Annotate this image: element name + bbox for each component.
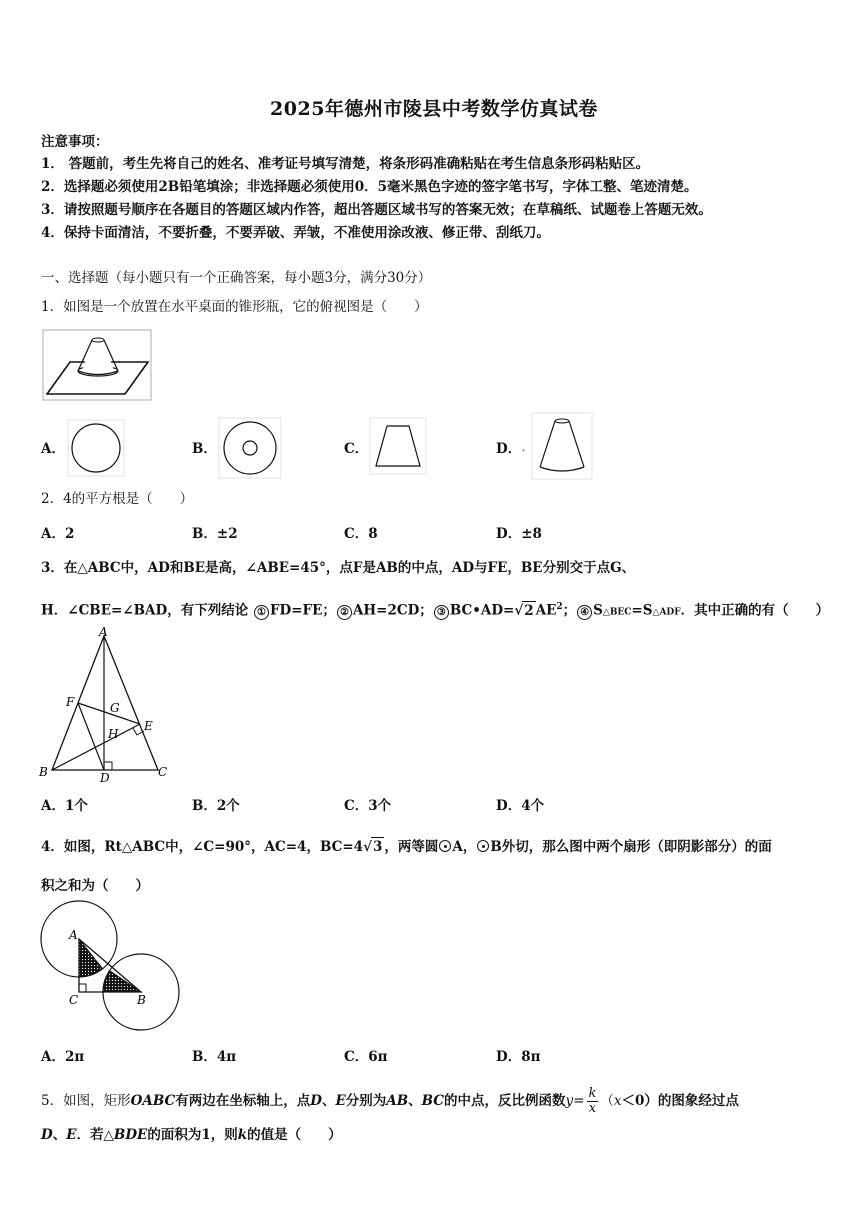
q5-cond-a: （ bbox=[600, 1093, 614, 1109]
q3-triangle-figure bbox=[36, 624, 176, 784]
q5-sep: 、 bbox=[321, 1093, 336, 1109]
notice-item-3: 3．请按照题号顺序在各题目的答题区域内作答，超出答题区域书写的答案无效；在草稿纸、试题卷上答题无效。 bbox=[41, 202, 712, 218]
notice-heading: 注意事项： bbox=[41, 134, 109, 150]
q5-k: k bbox=[588, 1086, 597, 1101]
q3-label-b: B bbox=[39, 765, 48, 779]
q3-conclusion-3: BC•AD= bbox=[449, 602, 515, 619]
q4-circle-a: A， bbox=[452, 839, 477, 855]
q1-option-b-rings bbox=[219, 418, 281, 478]
q3-conclusion-2: AH=2CD； bbox=[352, 602, 433, 619]
q3-s1: S bbox=[593, 602, 603, 619]
q5-point-d: D bbox=[310, 1093, 322, 1109]
q3-option-b: B．2个 bbox=[192, 798, 240, 814]
q3-conclusion-4-mark: ④ bbox=[577, 605, 592, 620]
q5-ab: AB bbox=[386, 1093, 409, 1109]
q3-conclusion-1-mark: ① bbox=[254, 605, 269, 620]
q5-cond-x: x bbox=[613, 1093, 622, 1109]
q3-line2: H．∠CBE=∠BAD，有下列结论 ① FD=FE； ② AH=2CD； ③ BC•AD=√2 $AE^2$； ④ S△BEC=S△ADF．其中正确的有（ ） bbox=[41, 602, 830, 619]
q1-stem: 1．如图是一个放置在水平桌面的锥形瓶，它的俯视图是（ ） bbox=[41, 299, 428, 315]
q3-ae: AE bbox=[535, 602, 557, 619]
q5-x: x bbox=[588, 1101, 597, 1116]
q3-option-d: D．4个 bbox=[496, 798, 545, 814]
q4-two-circles: ，两等圆 bbox=[384, 839, 439, 855]
q5-line2 bbox=[41, 1126, 342, 1144]
q1-option-d-mark: ˛ bbox=[521, 441, 526, 452]
q3-option-c: C．3个 bbox=[344, 798, 392, 814]
q1-option-d-cone bbox=[532, 413, 592, 479]
q3-sqrt: 2 bbox=[524, 602, 534, 619]
q3-label-g: G bbox=[110, 701, 120, 715]
q3-semicolon: ； bbox=[562, 602, 577, 619]
notice-item-4: 4．保持卡面清洁，不要折叠，不要弄破、弄皱，不准使用涂改液、修正带、刮纸刀。 bbox=[41, 225, 550, 241]
q4-option-b: B．4π bbox=[192, 1049, 237, 1065]
q3-eq: =S bbox=[631, 602, 653, 619]
q3-end: ．其中正确的有（ ） bbox=[680, 602, 830, 619]
q5-point-e: E bbox=[335, 1093, 346, 1109]
q4-label-a: A bbox=[69, 928, 78, 942]
q3-label-a: A bbox=[99, 625, 108, 639]
q5-l2-text-c: 的值是（ ） bbox=[247, 1127, 342, 1143]
q5-l2-text-a: ．若△ bbox=[76, 1127, 114, 1143]
q5-cond-b: ＜0）的图象经过点 bbox=[621, 1093, 739, 1109]
q4-label-b: B bbox=[137, 993, 146, 1007]
q5-l2-e: E bbox=[66, 1127, 77, 1143]
q5-l2-sep: 、 bbox=[52, 1127, 67, 1143]
q5-l2-text-b: 的面积为1，则 bbox=[147, 1127, 238, 1143]
q3-option-a: A．1个 bbox=[41, 798, 88, 814]
q5-bde: BDE bbox=[113, 1127, 148, 1143]
q2-option-a: A．2 bbox=[41, 526, 75, 542]
q2-option-d: D．±8 bbox=[496, 526, 542, 542]
q4-label-c: C bbox=[69, 993, 79, 1007]
q4-circle-b: B外切，那么图中两个扇形（即阴影部分）的面 bbox=[490, 839, 772, 855]
notice-item-2: 2．选择题必须使用2B铅笔填涂；非选择题必须使用0．5毫米黑色字迹的签字笔书写，字体工整、笔迹清楚。 bbox=[41, 179, 698, 195]
q5-oabc: OABC bbox=[130, 1093, 176, 1109]
q2-option-b: B．±2 bbox=[192, 526, 238, 542]
q4-line2: 积之和为（ ） bbox=[41, 878, 149, 894]
q5-text-a: 有两边在坐标轴上，点 bbox=[175, 1093, 311, 1109]
q5-l2-d: D bbox=[41, 1127, 53, 1143]
q5-text-c: 的中点，反比例函数 bbox=[444, 1093, 566, 1109]
q3-label-d: D bbox=[100, 771, 110, 785]
q2-stem: 2．4的平方根是（ ） bbox=[41, 491, 194, 507]
q5-intro: 5．如图，矩形 bbox=[41, 1093, 131, 1109]
q5-text-b: 分别为 bbox=[345, 1093, 387, 1109]
q1-option-b-label: B． bbox=[192, 441, 217, 457]
q3-sub1: △BEC bbox=[602, 607, 632, 618]
q3-sub2: △ADF bbox=[652, 607, 681, 618]
q3-label-c: C bbox=[158, 765, 168, 779]
q3-label-e: E bbox=[144, 719, 153, 733]
q5-bc: BC bbox=[421, 1093, 445, 1109]
circle-dot-icon bbox=[439, 840, 451, 852]
q3-label-h: H bbox=[108, 727, 119, 741]
page-title: 2025年德州市陵县中考数学仿真试卷 bbox=[270, 98, 598, 120]
q5-y: y bbox=[565, 1093, 574, 1109]
q5-eq: = bbox=[573, 1093, 585, 1109]
q1-option-a-label: A． bbox=[41, 441, 65, 457]
q3-conclusion-1: FD=FE； bbox=[269, 602, 336, 619]
q4-line1: 4．如图，Rt△ABC中，∠C=90°，AC=4，BC=4√3 ，两等圆 A， B外切，那么图中两个扇形（即阴影部分）的面 bbox=[41, 839, 772, 855]
q5-line1 bbox=[41, 1087, 739, 1116]
q4-option-a: A．2π bbox=[41, 1049, 85, 1065]
q1-option-c-label: C． bbox=[344, 441, 369, 457]
q4-option-c: C．6π bbox=[344, 1049, 388, 1065]
notice-item-1: 1． 答题前，考生先将自己的姓名、准考证号填写清楚，将条形码准确粘贴在考生信息条形码粘贴区。 bbox=[41, 156, 650, 172]
q1-flask-figure bbox=[40, 328, 155, 403]
q3-conclusion-3-mark: ③ bbox=[434, 605, 449, 620]
q4-option-d: D．8π bbox=[496, 1049, 541, 1065]
q3-label-f: F bbox=[66, 695, 75, 709]
q3-line1: 3．在△ABC中，AD和BE是高，∠ABE=45°，点F是AB的中点，AD与FE，BE分别交于点G、 bbox=[41, 560, 636, 576]
q5-fraction bbox=[587, 1087, 599, 1116]
q2-option-c: C．8 bbox=[344, 526, 378, 542]
q1-option-d-label: D． bbox=[496, 441, 522, 457]
q4-intro: 4．如图，Rt△ABC中，∠C=90°，AC=4，BC=4 bbox=[41, 839, 364, 855]
q5-k2: k bbox=[237, 1127, 248, 1143]
q3-intro: H．∠CBE=∠BAD，有下列结论 bbox=[41, 602, 249, 619]
q3-conclusion-2-mark: ② bbox=[337, 605, 352, 620]
q4-circles-figure bbox=[36, 904, 186, 1039]
q1-option-c-trapezoid bbox=[370, 418, 426, 474]
section-heading: 一、选择题（每小题只有一个正确答案，每小题3分，满分30分） bbox=[41, 270, 432, 286]
q4-sqrt: 3 bbox=[372, 839, 383, 855]
q5-sep2: 、 bbox=[408, 1093, 422, 1109]
circle-dot-icon bbox=[477, 840, 489, 852]
q3-ae-exp: 2 bbox=[556, 602, 563, 612]
q1-option-a-circle bbox=[68, 420, 124, 476]
